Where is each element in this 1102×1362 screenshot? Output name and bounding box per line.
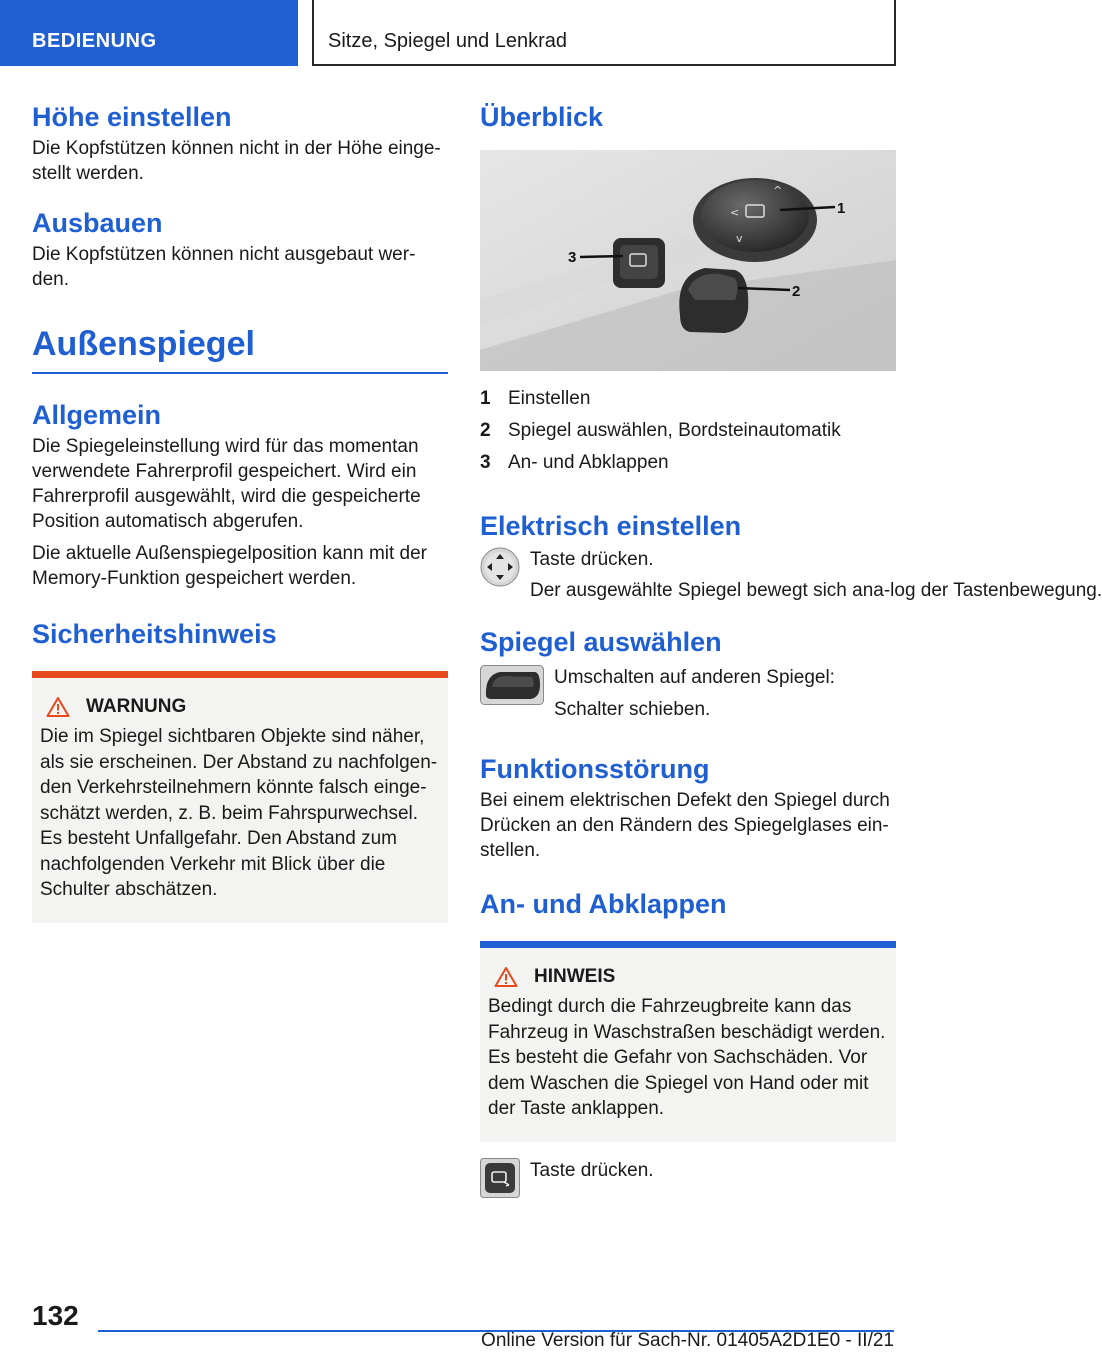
left-column (32, 100, 448, 923)
mirror-select-switch-icon (480, 665, 544, 705)
header-section-label: BEDIENUNG (0, 0, 298, 66)
fold-mirror-button-icon (480, 1158, 520, 1198)
warning-title-row (40, 696, 440, 718)
warning-title: WARNUNG (86, 696, 187, 717)
hint-text: Bedingt durch die Fahrzeugbreite kann das Fahrzeug in Waschstraßen beschädigt werden. Es besteht die Gefahr von Sachschäden. Vor dem Waschen die Spiegel von Hand oder mit der Taste anklappen. (488, 996, 886, 1119)
legend-item (480, 415, 896, 447)
photo-callout-2: 2 (792, 283, 801, 300)
legend-item (480, 447, 896, 479)
text-elektrisch-2: Der ausgewählte Spiegel bewegt sich ana-log der Tastenbewegung. (530, 580, 1102, 601)
heading-ausbauen: Ausbauen (32, 208, 163, 238)
svg-text:<: < (730, 206, 740, 219)
heading-spiegel-auswaehlen: Spiegel auswählen (480, 627, 722, 657)
legend-text: An- und Abklappen (508, 452, 669, 473)
text-klappen: Taste drücken. (530, 1159, 654, 1181)
legend-text: Einstellen (508, 388, 591, 409)
hint-title: HINWEIS (534, 966, 616, 987)
elektrisch-row (480, 547, 1102, 603)
heading-allgemein: Allgemein (32, 400, 162, 430)
adjust-button-icon (480, 547, 520, 587)
svg-text:v: v (736, 232, 743, 245)
right-column (480, 100, 1102, 1198)
heading-hoehe-einstellen: Höhe einstellen (32, 102, 232, 132)
klappen-row (480, 1158, 896, 1198)
text-ausbauen: Die Kopfstützen können nicht ausgebaut wer-den. (32, 244, 416, 290)
legend-number: 3 (480, 452, 491, 473)
hint-title-row (488, 966, 888, 988)
heading-an-abklappen: An- und Abklappen (480, 889, 727, 919)
warning-triangle-icon (494, 966, 518, 988)
heading-ueberblick: Überblick (480, 102, 604, 132)
text-auswaehlen-2: Schalter schieben. (554, 699, 711, 720)
text-auswaehlen-1: Umschalten auf anderen Spiegel: (554, 667, 835, 688)
legend-text: Spiegel auswählen, Bordsteinautomatik (508, 420, 841, 441)
auswaehlen-row (480, 665, 896, 722)
text-funktionsstoerung: Bei einem elektrischen Defekt den Spiegel durch Drücken an den Rändern des Spiegelglases ein-stellen. (480, 790, 890, 861)
photo-callout-1: 1 (837, 200, 846, 217)
heading-aussenspiegel: Außenspiegel (32, 322, 448, 374)
overview-legend (480, 383, 896, 479)
heading-funktionsstoerung: Funktionsstörung (480, 754, 710, 784)
heading-sicherheitshinweis: Sicherheitshinweis (32, 619, 277, 649)
footer-version-text: Online Version für Sach-Nr. 01405A2D1E0 - II/21 (481, 1330, 894, 1351)
text-allgemein-2: Die aktuelle Außenspiegelposition kann mit der Memory-Funktion gespeichert werden. (32, 543, 428, 589)
heading-elektrisch-einstellen: Elektrisch einstellen (480, 511, 742, 541)
text-hoehe-einstellen: Die Kopfstützen können nicht in der Höhe einge-stellt werden. (32, 138, 441, 184)
warning-text: Die im Spiegel sichtbaren Objekte sind näher, als sie erscheinen. Der Abstand zu nachfolgen-den Verkehrsteilnehmern könnte falsch einge-schätzt werden, z. B. beim Fahrspurwechsel. Es besteht Unfallgefahr. Den Abstand zum nachfolgenden Verkehr mit Blick über die Schulter abschätzen. (40, 726, 438, 900)
mirror-controls-photo (480, 150, 896, 371)
legend-number: 2 (480, 420, 491, 441)
header-chapter-title: Sitze, Spiegel und Lenkrad (312, 0, 896, 66)
legend-number: 1 (480, 388, 491, 409)
legend-item (480, 383, 896, 415)
text-allgemein-1: Die Spiegeleinstellung wird für das momentan verwendete Fahrerprofil gespeichert. Wird ein Fahrerprofil ausgewählt, wird die gespeicherte Position automatisch abgerufen. (32, 436, 421, 532)
svg-text:^: ^ (773, 184, 783, 197)
page-number: 132 (32, 1300, 79, 1331)
warning-triangle-icon (46, 696, 70, 718)
warning-box (32, 671, 448, 923)
hint-box (480, 941, 896, 1142)
text-elektrisch-1: Taste drücken. (530, 549, 654, 570)
photo-callout-3: 3 (568, 249, 577, 266)
